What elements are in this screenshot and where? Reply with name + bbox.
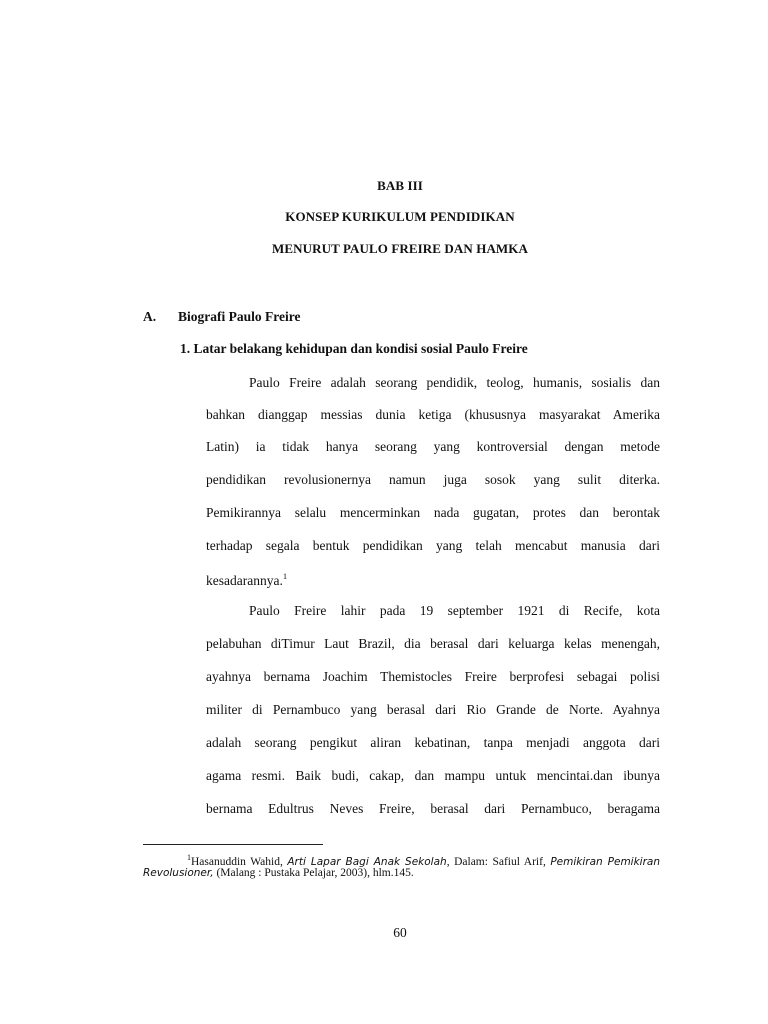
chapter-title-line-1: KONSEP KURIKULUM PENDIDIKAN xyxy=(285,209,515,224)
footnote-middle: , Dalam: Safiul Arif, xyxy=(446,856,551,868)
footnote-author: Hasanuddin Wahid, xyxy=(191,856,288,868)
paragraph-2-line-4: militer di Pernambuco yang berasal dari Rio Grande de Norte. Ayahnya xyxy=(206,702,660,717)
subsection-title: 1. Latar belakang kehidupan dan kondisi sosial Paulo Freire xyxy=(180,341,528,356)
paragraph-2-line-5: adalah seorang pengikut aliran kebatinan, tanpa menjadi anggota dari xyxy=(206,735,660,750)
paragraph-1-line-2: bahkan dianggap messias dunia ketiga (khususnya masyarakat Amerika xyxy=(206,407,660,422)
paragraph-1-line-3: Latin) ia tidak hanya seorang yang kontroversial dengan metode xyxy=(206,439,660,454)
paragraph-2-line-3: ayahnya bernama Joachim Themistocles Freire berprofesi sebagai polisi xyxy=(206,669,660,684)
paragraph-1-line-6: terhadap segala bentuk pendidikan yang telah mencabut manusia dari xyxy=(206,538,660,553)
paragraph-1-line-1: Paulo Freire adalah seorang pendidik, teolog, humanis, sosialis dan xyxy=(249,375,660,390)
footnote-line-2 xyxy=(143,866,414,880)
chapter-title-line-2: MENURUT PAULO FREIRE DAN HAMKA xyxy=(271,241,529,256)
paragraph-1-last-text: kesadarannya. xyxy=(206,573,283,588)
chapter-heading: BAB III xyxy=(377,178,423,193)
paragraph-2-line-1: Paulo Freire lahir pada 19 september 1921 di Recife, kota xyxy=(249,603,660,618)
footnote-publication: (Malang : Pustaka Pelajar, 2003), hlm.145. xyxy=(213,867,414,879)
paragraph-1-line-4: pendidikan revolusionernya namun juga sosok yang sulit diterka. xyxy=(206,472,660,487)
footnote-number: 1 xyxy=(187,853,191,862)
footnote-book2-title-part1: Pemikiran Pemikiran xyxy=(550,856,660,868)
page-number: 60 xyxy=(393,925,407,940)
paragraph-2-line-2: pelabuhan diTimur Laut Brazil, dia berasal dari keluarga kelas menengah, xyxy=(206,636,660,651)
footnote-divider xyxy=(143,844,323,845)
paragraph-1-line-7 xyxy=(206,568,660,589)
footnote-reference: 1 xyxy=(282,571,288,581)
section-title: Biografi Paulo Freire xyxy=(178,309,301,324)
paragraph-1-line-5: Pemikirannya selalu mencerminkan nada gugatan, protes dan berontak xyxy=(206,505,660,520)
paragraph-2-line-6: agama resmi. Baik budi, cakap, dan mampu untuk mencintai.dan ibunya xyxy=(206,768,660,783)
footnote-book-title: Arti Lapar Bagi Anak Sekolah xyxy=(287,856,447,868)
paragraph-2-line-7: bernama Edultrus Neves Freire, berasal dari Pernambuco, beragama xyxy=(206,801,660,816)
footnote-book2-title-part2: Revolusioner, xyxy=(143,867,214,879)
section-marker: A. xyxy=(143,309,157,324)
